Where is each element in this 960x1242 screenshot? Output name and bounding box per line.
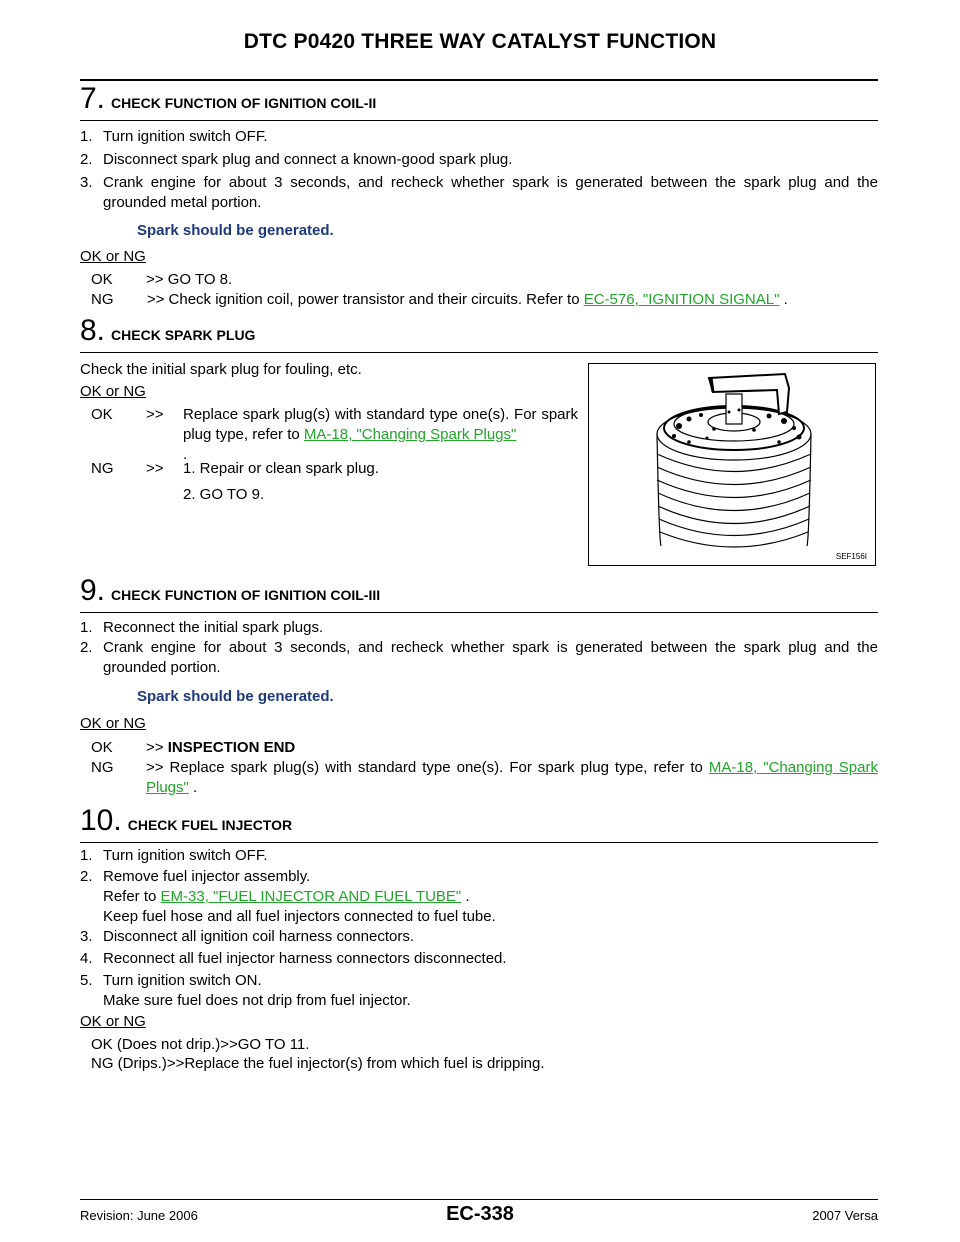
list-item: 3. Disconnect all ignition coil harness connectors. [80, 928, 414, 945]
ok-or-ng-label: OK or NG [80, 1013, 146, 1030]
step-title: CHECK FUNCTION OF IGNITION COIL-III [111, 587, 381, 603]
ok-or-ng-label: OK or NG [80, 383, 146, 400]
step-9-header [80, 576, 878, 613]
page-title: DTC P0420 THREE WAY CATALYST FUNCTION [243, 30, 717, 53]
step-title: CHECK FUNCTION OF IGNITION COIL-II [111, 95, 377, 111]
step-10-header [80, 806, 878, 843]
ng-result: NG (Drips.)>>Replace the fuel injector(s) from which fuel is dripping. [91, 1055, 545, 1072]
list-item: 3. Crank engine for about 3 seconds, and recheck whether spark is generated between the spark plug and the grounded metal portion. [80, 174, 878, 211]
footer-rule [80, 1199, 878, 1200]
ng-result: NG >> 1. Repair or clean spark plug. 2. GO TO 9. [91, 460, 379, 503]
step-number: 9. [80, 574, 106, 607]
spec-text: Spark should be generated. [137, 688, 334, 705]
list-item: 4. Reconnect all fuel injector harness connectors disconnected. [80, 950, 507, 967]
list-item: 1. Turn ignition switch OFF. [80, 128, 268, 145]
step-number: 7. [80, 82, 106, 115]
step-7-header [80, 84, 878, 121]
list-item: 1. Reconnect the initial spark plugs. [80, 619, 324, 636]
ok-result: OK >> GO TO 8. [91, 271, 233, 288]
list-item: 2. Crank engine for about 3 seconds, and recheck whether spark is generated between the spark plug and the grounded portion. [80, 639, 878, 676]
ok-or-ng-label: OK or NG [80, 715, 146, 732]
footer-revision: Revision: June 2006 [80, 1208, 198, 1223]
ng-result: NG >> Replace spark plug(s) with standard type one(s). For spark plug type, refer to MA-18, "Changing Spark Plugs" . [91, 759, 878, 796]
ref-link-em33[interactable]: EM-33, "FUEL INJECTOR AND FUEL TUBE" [160, 888, 462, 905]
header-rule [80, 79, 878, 81]
ng-result: NG >> Check ignition coil, power transistor and their circuits. Refer to EC-576, "IGNITION SIGNAL" . [91, 291, 788, 308]
step-number: 10. [80, 804, 122, 837]
list-item: 2. Remove fuel injector assembly. Refer to EM-33, "FUEL INJECTOR AND FUEL TUBE" . Keep fuel hose and all fuel injectors connected to fuel tube. [80, 868, 496, 925]
list-item: 5. Turn ignition switch ON. Make sure fuel does not drip from fuel injector. [80, 972, 411, 1009]
step-8-header [80, 316, 878, 353]
spec-text: Spark should be generated. [137, 222, 334, 239]
list-item: 1. Turn ignition switch OFF. [80, 847, 268, 864]
ok-result: OK (Does not drip.)>>GO TO 11. [91, 1036, 310, 1053]
footer-model: 2007 Versa [812, 1208, 878, 1223]
spark-plug-figure [588, 363, 876, 566]
spark-plug-illustration [589, 364, 875, 565]
figure-code: SEF156I [835, 552, 867, 561]
ref-link-ma18[interactable]: MA-18, "Changing Spark Plugs" [303, 426, 517, 443]
ok-or-ng-label: OK or NG [80, 248, 146, 265]
step-number: 8. [80, 314, 106, 347]
list-item: 2. Disconnect spark plug and connect a known-good spark plug. [80, 151, 513, 168]
step-title: CHECK SPARK PLUG [111, 327, 256, 343]
step-intro: Check the initial spark plug for fouling, etc. [80, 361, 362, 378]
page-number: EC-338 [446, 1203, 514, 1225]
ref-link-ma18[interactable]: MA-18, "Changing Spark Plugs" [146, 759, 878, 796]
step-title: CHECK FUEL INJECTOR [127, 817, 293, 833]
ok-result: OK >> INSPECTION END [91, 739, 296, 756]
ok-result: OK >> Replace spark plug(s) with standard type one(s). For spark plug type, refer to MA-18, "Changing Spark Plugs" . [91, 406, 578, 463]
ref-link-ec576[interactable]: EC-576, "IGNITION SIGNAL" [583, 291, 780, 308]
